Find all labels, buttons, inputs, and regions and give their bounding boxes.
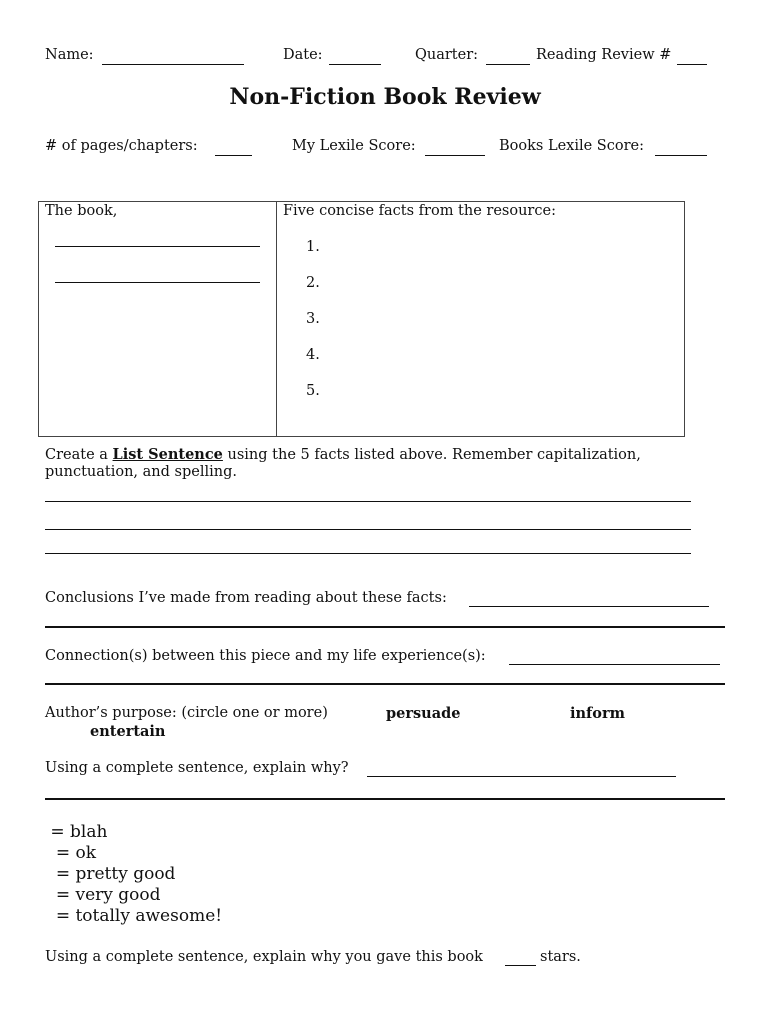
table-divider: [276, 201, 277, 437]
date-label: Date:: [283, 47, 323, 63]
facts-cell-label: Five concise facts from the resource:: [283, 203, 556, 219]
list-sentence-line-3[interactable]: [45, 553, 691, 554]
review-number-label: Reading Review #: [536, 47, 672, 63]
star-count-blank[interactable]: [505, 965, 536, 966]
fact-1[interactable]: 1.: [306, 239, 320, 255]
rating-row-4: [45, 885, 161, 905]
book-title-blank[interactable]: [55, 246, 260, 247]
conclusions-blank[interactable]: [469, 606, 709, 607]
facts-table: [38, 201, 685, 437]
fact-3[interactable]: 3.: [306, 311, 320, 327]
rating-text: = very good: [55, 885, 161, 905]
quarter-blank[interactable]: [486, 64, 530, 65]
fact-2[interactable]: 2.: [306, 275, 320, 291]
explain-line[interactable]: [45, 798, 725, 800]
explain-label: Using a complete sentence, explain why?: [45, 760, 349, 776]
purpose-option-entertain[interactable]: entertain: [90, 723, 166, 740]
final-prompt-suffix: stars.: [540, 949, 581, 965]
list-sentence-instruction: [45, 446, 641, 463]
connections-line[interactable]: [45, 683, 725, 685]
rating-text: = totally awesome!: [55, 906, 223, 926]
list-sentence-instruction-line2: punctuation, and spelling.: [45, 464, 237, 480]
rating-row-2: [45, 843, 96, 863]
book-cell-label: The book,: [45, 203, 118, 219]
book-author-blank[interactable]: [55, 282, 260, 283]
pages-label: # of pages/chapters:: [45, 138, 198, 154]
my-lexile-label: My Lexile Score:: [292, 138, 416, 154]
page-title: Non-Fiction Book Review: [229, 84, 541, 110]
rating-row-5: [45, 906, 222, 926]
book-lexile-blank[interactable]: [655, 155, 707, 156]
explain-blank[interactable]: [367, 776, 676, 777]
list-sentence-line-2[interactable]: [45, 529, 691, 530]
my-lexile-blank[interactable]: [425, 155, 485, 156]
rating-text: = ok: [55, 843, 96, 863]
list-sentence-suffix: using the 5 facts listed above. Remember capitalization,: [227, 447, 641, 463]
name-blank[interactable]: [102, 64, 244, 65]
connections-label: Connection(s) between this piece and my life experience(s):: [45, 648, 486, 664]
date-blank[interactable]: [329, 64, 381, 65]
name-label: Name:: [45, 47, 94, 63]
review-number-blank[interactable]: [677, 64, 707, 65]
final-prompt-prefix: Using a complete sentence, explain why you gave this book: [45, 949, 483, 965]
rating-text: = pretty good: [55, 864, 176, 884]
list-sentence-keyword: List Sentence: [112, 446, 223, 463]
rating-text: = blah: [50, 822, 108, 842]
purpose-option-inform[interactable]: inform: [570, 705, 625, 722]
conclusions-label: Conclusions I’ve made from reading about these facts:: [45, 590, 447, 606]
fact-4[interactable]: 4.: [306, 347, 320, 363]
fact-5[interactable]: 5.: [306, 383, 320, 399]
quarter-label: Quarter:: [415, 47, 479, 63]
book-lexile-label: Books Lexile Score:: [499, 138, 644, 154]
pages-blank[interactable]: [215, 155, 252, 156]
rating-row-3: [45, 864, 175, 884]
purpose-option-persuade[interactable]: persuade: [386, 705, 461, 722]
connections-blank[interactable]: [509, 664, 720, 665]
list-sentence-prefix: Create a: [45, 447, 108, 463]
purpose-label: Author’s purpose: (circle one or more): [45, 705, 328, 721]
rating-row-1: [45, 822, 107, 842]
conclusions-line[interactable]: [45, 626, 725, 628]
list-sentence-line-1[interactable]: [45, 501, 691, 502]
